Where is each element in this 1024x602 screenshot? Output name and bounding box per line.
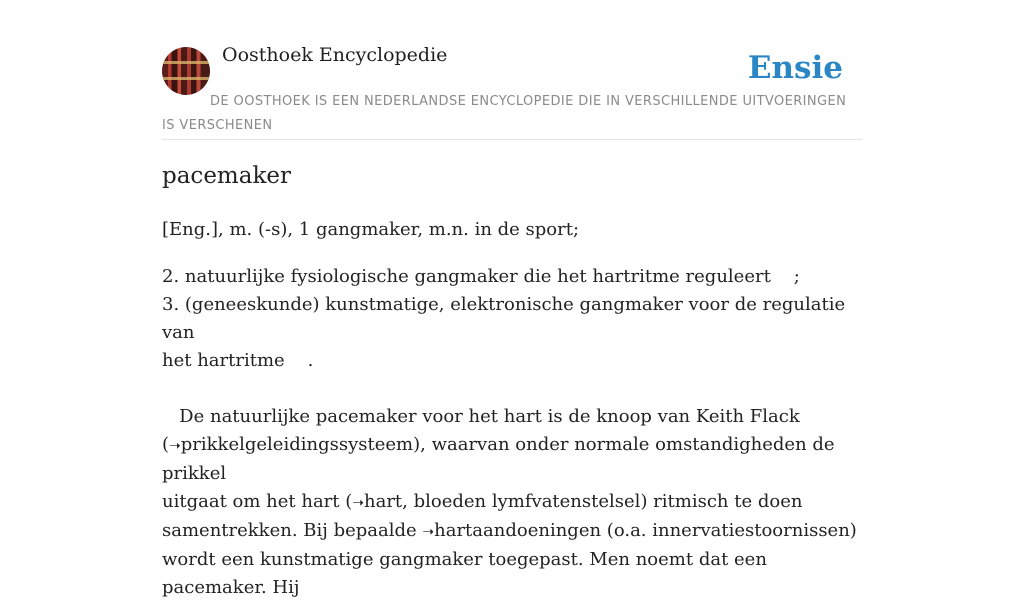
body-text: ), waarvan onder normale omstandigheden de prikkel [162, 434, 835, 484]
link-arrow-icon: ➝ [422, 524, 435, 540]
body-text: uitgaat om het hart ( [162, 491, 353, 512]
avatar-shelf [162, 77, 210, 80]
body-line-2: (➝prikkelgeleidingssysteem), waarvan onder normale omstandigheden de prikkel [162, 434, 835, 484]
definition-2: 2. natuurlijke fysiologische gangmaker die het hartritme reguleert ; [162, 266, 800, 287]
encyclopedia-avatar[interactable] [162, 47, 210, 95]
link-prikkelgeleidingssysteem[interactable]: prikkelgeleidingssysteem [180, 434, 414, 455]
tagline-text: DE OOSTHOEK IS EEN NEDERLANDSE ENCYCLOPEDIE DIE IN VERSCHILLENDE UITVOERINGEN IS VERSCHENEN [162, 94, 847, 133]
definition-3a: 3. (geneeskunde) kunstmatige, elektronische gangmaker voor de regulatie van [162, 294, 846, 343]
entry-content [162, 216, 867, 602]
site-title[interactable]: Oosthoek Encyclopedie [222, 44, 448, 66]
body-line-3 [162, 488, 867, 517]
link-hart[interactable]: hart, bloeden lymfvatenstelsel [364, 491, 641, 512]
spacer [162, 375, 867, 403]
body-text: ) ritmisch te doen [640, 491, 803, 512]
header-divider [162, 139, 862, 140]
body-line-1: De natuurlijke pacemaker voor het hart is de knoop van Keith Flack [162, 406, 800, 427]
avatar-shelf [162, 61, 210, 64]
link-arrow-icon: ➝ [352, 495, 364, 511]
link-arrow-icon: ➝ [169, 438, 181, 454]
definition-3b: het hartritme . [162, 350, 314, 371]
body-line-4 [162, 517, 867, 546]
definition-1: [Eng.], m. (-s), 1 gangmaker, m.n. in de sport; [162, 219, 580, 240]
entry-title: pacemaker [162, 163, 291, 189]
link-hartaandoeningen[interactable]: hartaandoeningen [434, 520, 602, 541]
ensie-logo[interactable]: Ensie [747, 50, 843, 86]
body-line-5: wordt een kunstmatige gangmaker toegepast. Men noemt dat een pacemaker. Hij [162, 549, 767, 598]
body-text: samentrekken. Bij bepaalde [162, 520, 423, 541]
body-text: (o.a. innervatiestoornissen) [601, 520, 857, 541]
site-tagline [162, 90, 862, 138]
